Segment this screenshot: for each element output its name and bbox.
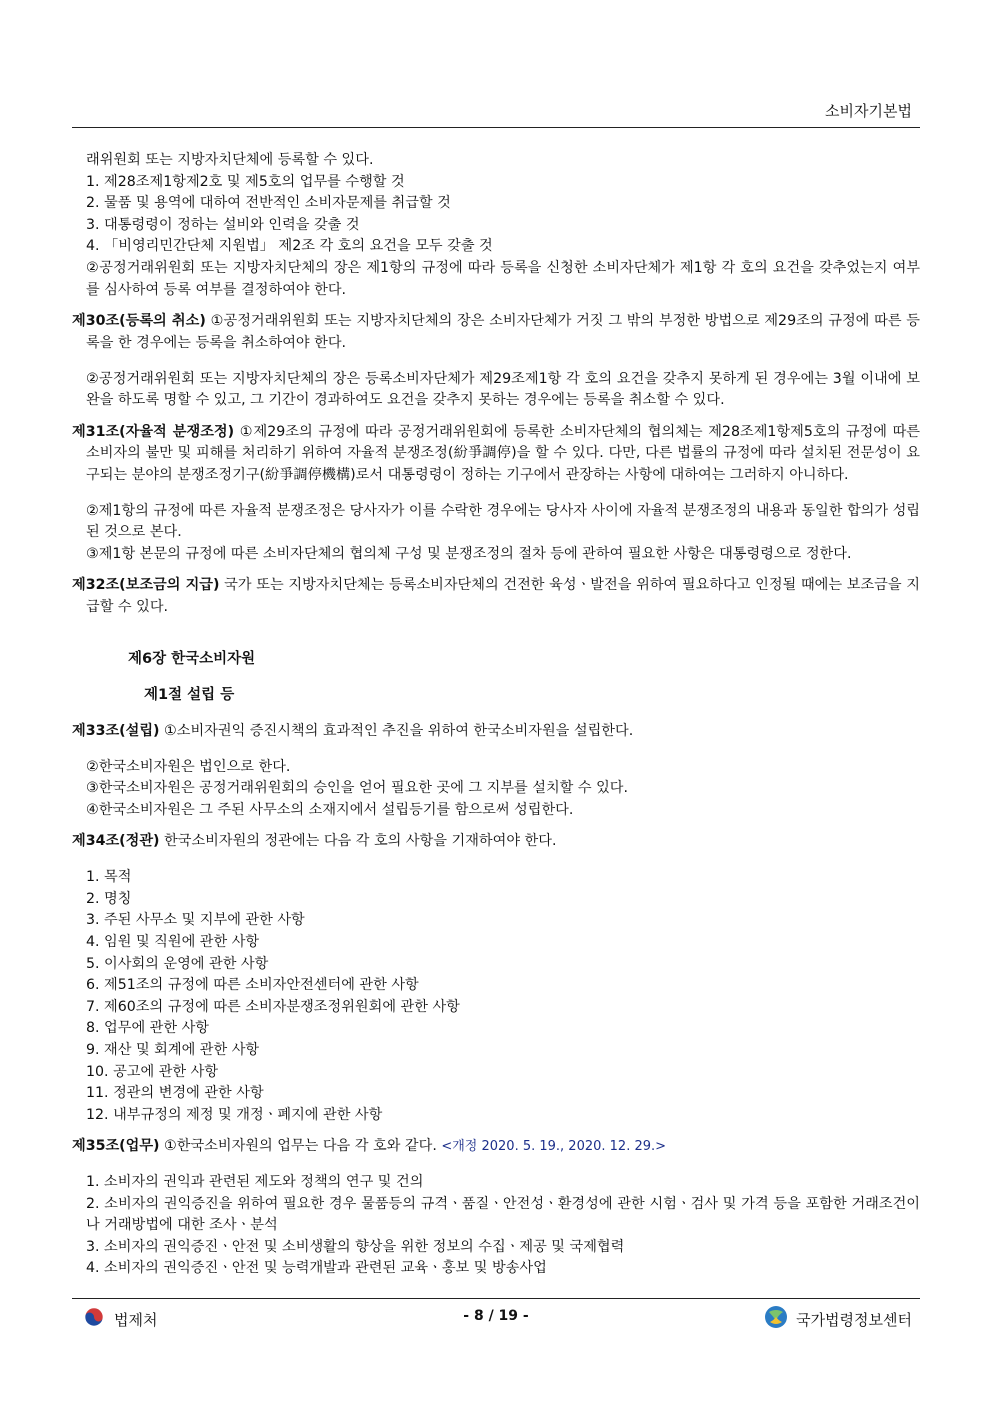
list-item: 4. 소비자의 권익증진ㆍ안전 및 능력개발과 관련된 교육ㆍ홍보 및 방송사업 [86, 1260, 547, 1277]
list-item: 9. 재산 및 회계에 관한 사항 [86, 1041, 260, 1058]
list-item: 5. 이사회의 운영에 관한 사항 [86, 955, 269, 972]
list-item: 3. 대통령령이 정하는 설비와 인력을 갖출 것 [86, 216, 360, 233]
article-text: 한국소비자원의 정관에는 다음 각 호의 사항을 기재하여야 한다. [159, 833, 557, 850]
list-item: 1. 소비자의 권익과 관련된 제도와 정책의 연구 및 건의 [86, 1174, 424, 1191]
law-title: 소비자기본법 [825, 102, 912, 120]
list-item: 2. 소비자의 권익증진을 위하여 필요한 경우 물품등의 규격ㆍ품질ㆍ안전성ㆍ환경성에 관한 시험ㆍ검사 및 가격 등을 포함한 거래조건이나 거래방법에 대한 조사ㆍ분석 [86, 1195, 920, 1234]
footer-divider [72, 1298, 920, 1299]
article-30 [72, 311, 920, 354]
article-text: ①한국소비자원의 업무는 다음 각 호와 같다. [159, 1138, 442, 1155]
list-item: 1. 제28조제1항제2호 및 제5호의 업무를 수행할 것 [86, 173, 405, 190]
amendment-note: <개정 2020. 5. 19., 2020. 12. 29.> [441, 1139, 667, 1155]
article-text: ①공정거래위원회 또는 지방자치단체의 장은 소비자단체가 거짓 그 밖의 부정한 방법으로 제29조의 규정에 따른 등록을 한 경우에는 등록을 취소하여야 한다. [86, 313, 920, 351]
chapter-heading: 제6장 한국소비자원 [128, 650, 256, 667]
header-divider [72, 127, 920, 128]
section-heading: 제1절 설립 등 [144, 686, 235, 703]
list-item: 11. 정관의 변경에 관한 사항 [86, 1085, 264, 1102]
list-item: 3. 주된 사무소 및 지부에 관한 사항 [86, 912, 305, 929]
footer-right [764, 1305, 912, 1333]
article-heading: 제32조(보조금의 지급) [72, 577, 220, 594]
list-item: 7. 제60조의 규정에 따른 소비자분쟁조정위원회에 관한 사항 [86, 998, 460, 1015]
article-heading: 제30조(등록의 취소) [72, 313, 206, 330]
page-footer [72, 1305, 920, 1331]
list-item: 4. 「비영리민간단체 지원법」 제2조 각 호의 요건을 모두 갖출 것 [86, 238, 493, 255]
list-item: 12. 내부규정의 제정 및 개정ㆍ폐지에 관한 사항 [86, 1106, 383, 1123]
list-item: 8. 업무에 관한 사항 [86, 1020, 210, 1037]
list-item: 2. 물품 및 용역에 대하여 전반적인 소비자문제를 취급할 것 [86, 195, 451, 212]
globe-logo-icon [764, 1305, 788, 1333]
list-item: 3. 소비자의 권익증진ㆍ안전 및 소비생활의 향상을 위한 정보의 수집ㆍ제공 및 국제협력 [86, 1238, 625, 1255]
paragraph: ③제1항 본문의 규정에 따른 소비자단체의 협의체 구성 및 분쟁조정의 절차 등에 관하여 필요한 사항은 대통령령으로 정한다. [86, 545, 852, 562]
list-item: 2. 명칭 [86, 890, 132, 907]
article-33 [72, 721, 920, 743]
paragraph: ②제1항의 규정에 따른 자율적 분쟁조정은 당사자가 이를 수락한 경우에는 당사자 사이에 자율적 분쟁조정의 내용과 동일한 합의가 성립된 것으로 본다. [86, 502, 920, 541]
list-item: 1. 목적 [86, 869, 132, 886]
document-body [72, 150, 920, 1280]
paragraph: ②한국소비자원은 법인으로 한다. [86, 758, 291, 775]
article-34 [72, 831, 920, 853]
ministry-label: 법제처 [114, 1310, 158, 1329]
continuation-line: 래위원회 또는 지방자치단체에 등록할 수 있다. [86, 152, 374, 168]
list-item: 6. 제51조의 규정에 따른 소비자안전센터에 관한 사항 [86, 977, 419, 994]
article-text: ①제29조의 규정에 따라 공정거래위원회에 등록한 소비자단체의 협의체는 제28조제1항제5호의 규정에 따른 소비자의 불만 및 피해를 처리하기 위하여 자율적 분쟁조정(紛爭調停)을 할 수 있다. 다만, 다른 법률의 규정에 따라 설치된 전문성이 요구되는 분야의 분쟁조정기구(紛爭調停機構)로서 대통령령이 정하는 기구에서 관장하는 사항에 대하여는 그러하지 아니하다. [86, 423, 920, 483]
article-heading: 제31조(자율적 분쟁조정) [72, 423, 235, 440]
article-31 [72, 422, 920, 487]
paragraph: ②공정거래위원회 또는 지방자치단체의 장은 제1항의 규정에 따라 등록을 신청한 소비자단체가 제1항 각 호의 요건을 갖추었는지 여부를 심사하여 등록 여부를 결정하여야 한다. [86, 259, 920, 298]
center-label: 국가법령정보센터 [796, 1310, 912, 1329]
article-heading: 제35조(업무) [72, 1138, 160, 1155]
article-35 [72, 1136, 920, 1158]
article-text: 국가 또는 지방자치단체는 등록소비자단체의 건전한 육성ㆍ발전을 위하여 필요하다고 인정될 때에는 보조금을 지급할 수 있다. [86, 577, 920, 616]
paragraph: ④한국소비자원은 그 주된 사무소의 소재지에서 설립등기를 함으로써 성립한다. [86, 801, 574, 818]
list-item: 4. 임원 및 직원에 관한 사항 [86, 933, 260, 950]
paragraph: ②공정거래위원회 또는 지방자치단체의 장은 등록소비자단체가 제29조제1항 각 호의 요건을 갖추지 못하게 된 경우에는 3월 이내에 보완을 하도록 명할 수 있고, 그 기간이 경과하여도 요건을 갖추지 못하는 경우에는 등록을 취소할 수 있다. [86, 370, 920, 409]
article-text: ①소비자권익 증진시책의 효과적인 추진을 위하여 한국소비자원을 설립한다. [159, 722, 634, 739]
article-heading: 제34조(정관) [72, 833, 160, 850]
article-32 [72, 575, 920, 618]
article-heading: 제33조(설립) [72, 722, 160, 739]
list-item: 10. 공고에 관한 사항 [86, 1063, 219, 1080]
paragraph: ③한국소비자원은 공정거래위원회의 승인을 얻어 필요한 곳에 그 지부를 설치할 수 있다. [86, 780, 629, 797]
page-number: - 8 / 19 - [463, 1308, 529, 1324]
